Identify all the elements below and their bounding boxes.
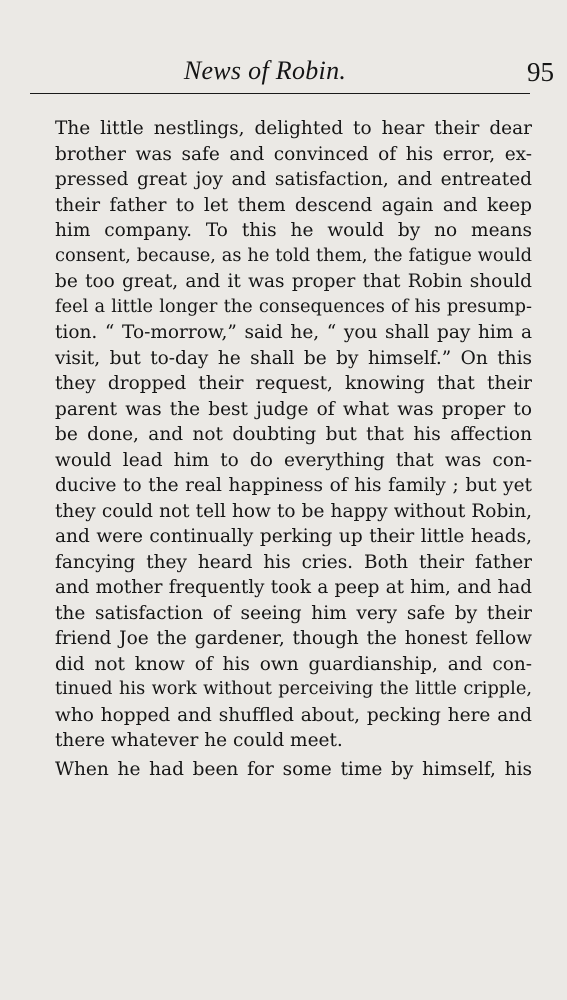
text-line: did not know of his own guardianship, and con- bbox=[55, 653, 532, 675]
text-line: they dropped their request, knowing that their bbox=[55, 373, 532, 394]
text-line: visit, but to-day he shall be by himself.” On this bbox=[55, 347, 532, 369]
text-line: and mother frequently took a peep at him, and had bbox=[55, 577, 532, 598]
text-line: ducive to the real happiness of his family ; but yet bbox=[55, 475, 532, 496]
text-line: would lead him to do everything that was con- bbox=[55, 449, 532, 471]
text-line: tion. “ To-morrow,” said he, “ you shall pay him a bbox=[55, 322, 532, 343]
page-number: 95 bbox=[527, 57, 554, 87]
text-line: be done, and not doubting but that his affection bbox=[55, 424, 532, 445]
paragraph-2 bbox=[55, 757, 532, 783]
text-line: The little nestlings, delighted to hear their dear bbox=[55, 118, 532, 139]
body-text bbox=[55, 116, 532, 782]
text-line: consent, because, as he told them, the fatigue would bbox=[55, 245, 532, 266]
running-head bbox=[30, 56, 554, 92]
running-head-title: News of Robin. bbox=[183, 56, 347, 85]
text-line: and were continually perking up their little heads, bbox=[55, 526, 532, 547]
paragraph-1 bbox=[55, 116, 532, 754]
text-line: feel a little longer the consequences of his presump- bbox=[55, 296, 532, 317]
text-line: When he had been for some time by himself, his bbox=[55, 758, 532, 780]
text-line: fancying they heard his cries. Both their father bbox=[55, 551, 532, 573]
header-rule bbox=[30, 93, 530, 94]
text-line: tinued his work without perceiving the little cripple, bbox=[55, 679, 532, 699]
text-line: friend Joe the gardener, though the honest fellow bbox=[55, 628, 532, 649]
text-line: they could not tell how to be happy without Robin, bbox=[55, 500, 532, 522]
text-line: their father to let them descend again and keep bbox=[55, 194, 532, 216]
text-line: be too great, and it was proper that Robin should bbox=[55, 271, 532, 292]
text-line: parent was the best judge of what was proper to bbox=[55, 398, 532, 420]
text-line: pressed great joy and satisfaction, and entreated bbox=[55, 169, 532, 190]
text-line: brother was safe and convinced of his error, ex- bbox=[55, 143, 532, 165]
text-line: who hopped and shuffled about, pecking here and bbox=[55, 704, 532, 726]
text-line: the satisfaction of seeing him very safe by their bbox=[55, 602, 532, 624]
text-line: there whatever he could meet. bbox=[55, 730, 343, 751]
text-line: him company. To this he would by no means bbox=[55, 220, 532, 241]
